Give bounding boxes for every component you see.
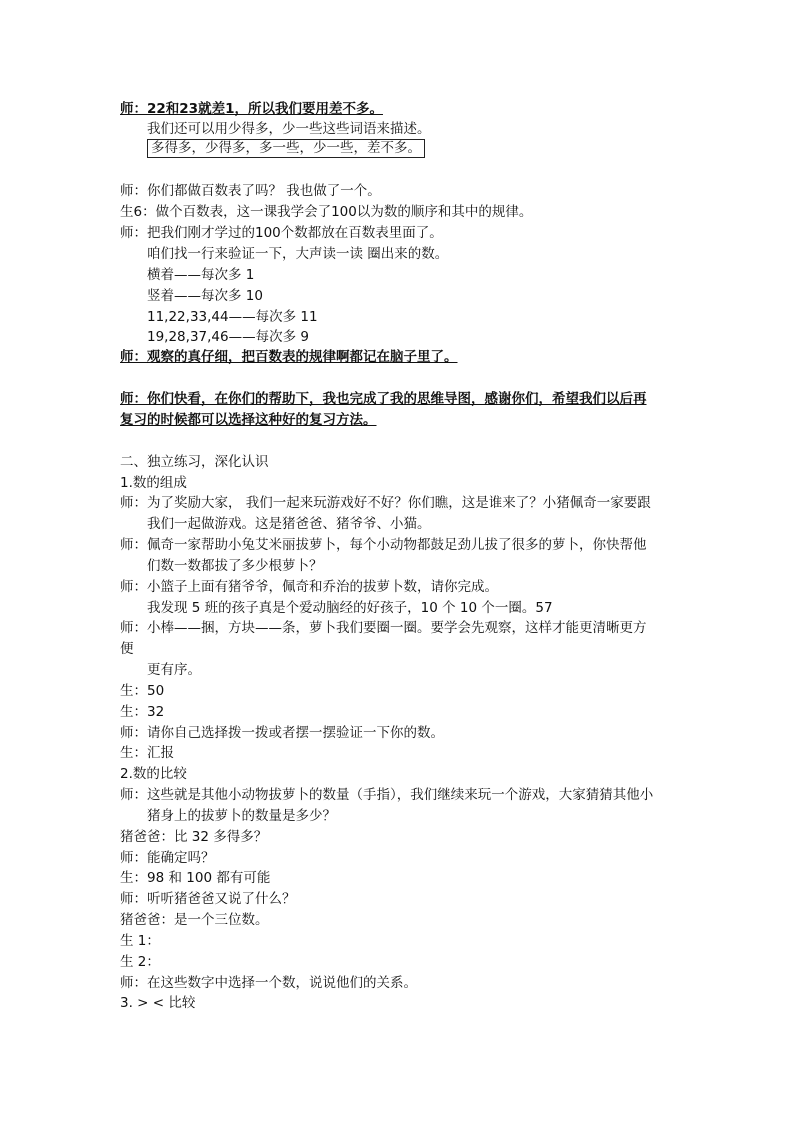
subsection-heading: 1.数的组成 [120,475,187,491]
text-line: 师：把我们刚才学过的100个数都放在百数表里面了。 [120,225,443,241]
text-line: 复习的时候都可以选择这种好的复习方法。 [120,412,377,428]
text-line: 生 1： [120,933,160,949]
text-line: 生：32 [120,704,165,720]
text-line: 便 [120,641,134,657]
text-line: 们数一数都拔了多少根萝卜？ [147,558,323,574]
text-line: 11,22,33,44——每次多 11 [147,309,318,325]
text-line: 横着——每次多 1 [147,267,255,283]
text-line: 我们一起做游戏。这是猪爸爸、猪爷爷、小猫。 [147,516,431,532]
text-line: 师：这些就是其他小动物拔萝卜的数量（手指），我们继续来玩一个游戏，大家猜猜其他小 [120,787,654,803]
text-line: 师：观察的真仔细，把百数表的规律啊都记在脑子里了。 [120,349,458,365]
text-line: 竖着——每次多 10 [147,288,263,304]
text-line: 生 2： [120,954,160,970]
subsection-heading: 3. > < 比较 [120,995,196,1011]
text-line: 更有序。 [147,662,201,678]
text-line: 我们还可以用少得多，少一些这些词语来描述。 [147,121,431,137]
text-line: 师：小篮子上面有猪爷爷，佩奇和乔治的拔萝卜数，请你完成。 [120,579,498,595]
text-line: 师：22和23就差1，所以我们要用差不多。 [120,101,383,117]
text-line: 我发现 5 班的孩子真是个爱动脑经的好孩子，10 个 10 个一圈。57 [147,600,553,616]
subsection-heading: 2.数的比较 [120,766,187,782]
text-line: 师：你们都做百数表了吗？ 我也做了一个。 [120,183,381,199]
text-line: 师：为了奖励大家， 我们一起来玩游戏好不好？你们瞧，这是谁来了？小猪佩奇一家要跟 [120,495,651,511]
text-line: 生：98 和 100 都有可能 [120,870,271,886]
boxed-text: 多得多，少得多，多一些，少一些，差不多。 [147,139,425,158]
text-line: 生：50 [120,683,165,699]
text-line: 生：汇报 [120,745,174,761]
text-line: 师：你们快看，在你们的帮助下，我也完成了我的思维导图，感谢你们，希望我们以后再 [120,391,647,407]
section-heading: 二、独立练习，深化认识 [120,454,269,470]
text-line: 师：听听猪爸爸又说了什么？ [120,891,296,907]
text-line: 师：能确定吗？ [120,850,215,866]
boxed-text-line [147,139,425,158]
text-line: 生6：做个百数表，这一课我学会了100以为数的顺序和其中的规律。 [120,204,533,220]
text-line: 猪爸爸：比 32 多得多？ [120,829,268,845]
text-line: 师：在这些数字中选择一个数，说说他们的关系。 [120,975,417,991]
text-line: 师：佩奇一家帮助小兔艾米丽拔萝卜，每个小动物都鼓足劲儿拔了很多的萝卜，你快帮他 [120,537,647,553]
text-line: 师：小棒——捆，方块——条，萝卜我们要圈一圈。要学会先观察，这样才能更清晰更方 [120,620,647,636]
text-line: 咱们找一行来验证一下，大声读一读 圈出来的数。 [147,246,449,262]
text-line: 猪爸爸：是一个三位数。 [120,912,269,928]
text-line: 猪身上的拔萝卜的数量是多少？ [147,808,336,824]
text-line: 师：请你自己选择拨一拨或者摆一摆验证一下你的数。 [120,725,444,741]
text-line: 19,28,37,46——每次多 9 [147,329,309,345]
